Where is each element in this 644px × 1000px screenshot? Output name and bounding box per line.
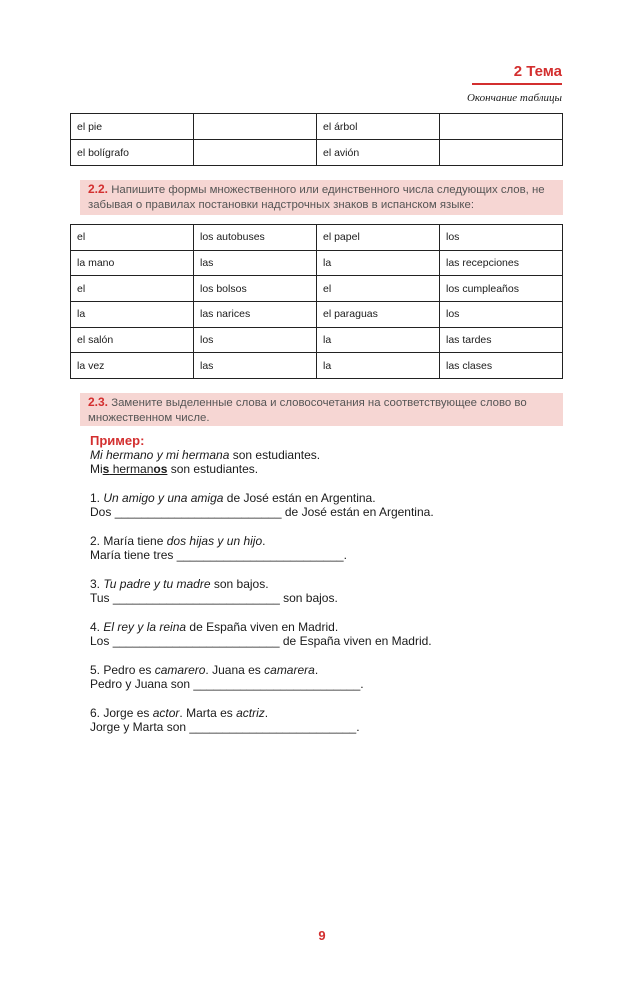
exercise-question-rest: .	[264, 706, 269, 720]
exercise-number: 2.	[90, 534, 101, 548]
answer-suffix: de España viven en Madrid.	[279, 634, 432, 648]
table-cell: las tardes	[440, 327, 563, 353]
table-cell: los bolsos	[194, 276, 317, 302]
example-sentence-rest: son estudiantes.	[229, 448, 321, 462]
exercise-item	[90, 534, 347, 562]
exercise-number: 3.	[90, 577, 101, 591]
table-cell: las narices	[194, 302, 317, 328]
table-cell: el paraguas	[317, 302, 440, 328]
exercise-item	[90, 663, 364, 691]
table-continuation-note: Окончание таблицы	[466, 92, 562, 104]
table-cell	[440, 114, 563, 140]
exercise-item	[90, 577, 338, 605]
exercise-highlight: camarera	[264, 663, 315, 677]
answer-blank[interactable]: _________________________	[112, 591, 280, 605]
task-number: 2.3.	[88, 395, 109, 409]
answer-blank[interactable]: _________________________	[193, 677, 361, 691]
example-answer-ending: s	[102, 462, 110, 476]
exercise-answer-line[interactable]	[90, 677, 364, 691]
table-cell: el pie	[71, 114, 194, 140]
exercise-answer-line[interactable]	[90, 720, 360, 734]
table-cell: el avión	[317, 140, 440, 166]
table-cell: el salón	[71, 327, 194, 353]
table-row	[71, 114, 563, 140]
exercise-question	[90, 706, 360, 720]
task-text: Напишите формы множественного или единственного числа следующих слов, не забывая о правилах постановки надстрочных знаков в испанском языке:	[88, 184, 545, 211]
exercise-answer-line[interactable]	[90, 548, 347, 562]
table-cell: el árbol	[317, 114, 440, 140]
table-cell: los autobuses	[194, 225, 317, 251]
example-answer-ending: os	[153, 462, 168, 476]
example-highlight: Mi hermano y mi hermana	[90, 448, 230, 462]
table-cell: los	[194, 327, 317, 353]
answer-prefix: Dos	[90, 505, 115, 519]
table-cell: la	[317, 353, 440, 379]
answer-blank[interactable]: _________________________	[114, 505, 282, 519]
table-cell: la mano	[71, 250, 194, 276]
exercise-question-rest: de José están en Argentina.	[223, 491, 376, 505]
exercise-question-rest: .	[314, 663, 319, 677]
exercise-number: 5.	[90, 663, 101, 677]
task-number: 2.2.	[88, 182, 109, 196]
page-number: 9	[318, 928, 326, 943]
vocab-table-2	[70, 224, 563, 379]
exercise-answer-line[interactable]	[90, 505, 434, 519]
exercise-question-rest: de España viven en Madrid.	[186, 620, 339, 634]
exercise-question	[90, 534, 347, 548]
header-rule	[472, 83, 562, 85]
exercise-item	[90, 620, 432, 648]
table-cell	[194, 114, 317, 140]
exercise-number: 4.	[90, 620, 101, 634]
exercise-highlight: El rey y la reina	[103, 620, 187, 634]
task-2-3-instruction	[80, 393, 563, 426]
example-sentence	[90, 448, 320, 462]
table-cell: las clases	[440, 353, 563, 379]
exercise-question-pre: María tiene	[103, 534, 167, 548]
exercise-question	[90, 620, 432, 634]
table-cell: los cumpleaños	[440, 276, 563, 302]
exercise-number: 1.	[90, 491, 101, 505]
table-cell: la vez	[71, 353, 194, 379]
exercise-question-rest: son bajos.	[210, 577, 269, 591]
table-cell: la	[317, 250, 440, 276]
answer-suffix: .	[356, 720, 360, 734]
task-2-2-instruction	[80, 180, 563, 215]
exercise-highlight: camarero	[154, 663, 206, 677]
exercise-question	[90, 491, 434, 505]
table-cell: el	[71, 276, 194, 302]
chapter-title: 2 Тема	[513, 63, 562, 80]
task-text: Замените выделенные слова и словосочетания на соответствующее слово во множественном числе.	[88, 397, 527, 424]
table-row	[71, 140, 563, 166]
exercise-question	[90, 577, 338, 591]
table-cell: las	[194, 353, 317, 379]
table-cell: el bolígrafo	[71, 140, 194, 166]
exercise-question-mid: . Juana es	[205, 663, 265, 677]
table-cell: las	[194, 250, 317, 276]
table-row	[71, 327, 563, 353]
table-row	[71, 353, 563, 379]
exercise-answer-line[interactable]	[90, 634, 432, 648]
table-cell: el	[317, 276, 440, 302]
exercise-question-pre: Pedro es	[103, 663, 155, 677]
table-row	[71, 250, 563, 276]
answer-prefix: Los	[90, 634, 113, 648]
exercise-highlight: Tu padre y tu madre	[103, 577, 211, 591]
answer-blank[interactable]: _________________________	[176, 548, 344, 562]
answer-prefix: Tus	[90, 591, 113, 605]
table-cell: la	[317, 327, 440, 353]
table-cell: la	[71, 302, 194, 328]
answer-suffix: son bajos.	[279, 591, 338, 605]
exercise-question-mid: . Marta es	[179, 706, 237, 720]
table-cell: el	[71, 225, 194, 251]
exercise-answer-line[interactable]	[90, 591, 338, 605]
exercise-highlight: actor	[152, 706, 180, 720]
exercise-question	[90, 663, 364, 677]
exercise-highlight: actriz	[236, 706, 265, 720]
answer-blank[interactable]: _________________________	[112, 634, 280, 648]
table-cell	[440, 140, 563, 166]
answer-prefix: Jorge y Marta son	[90, 720, 190, 734]
exercise-question-pre: Jorge es	[103, 706, 153, 720]
exercise-question-rest: .	[262, 534, 266, 548]
table-cell	[194, 140, 317, 166]
answer-blank[interactable]: _________________________	[189, 720, 357, 734]
table-row	[71, 225, 563, 251]
answer-suffix: .	[360, 677, 364, 691]
answer-suffix: .	[343, 548, 347, 562]
example-answer-part: Mi	[90, 462, 103, 476]
answer-prefix: Pedro y Juana son	[90, 677, 194, 691]
table-row	[71, 276, 563, 302]
exercise-highlight: dos hijas y un hijo	[166, 534, 263, 548]
exercise-item	[90, 706, 360, 734]
exercise-highlight: Un amigo y una amiga	[103, 491, 224, 505]
exercise-item	[90, 491, 434, 519]
answer-suffix: de José están en Argentina.	[281, 505, 434, 519]
vocab-table-1	[70, 113, 563, 166]
example-answer	[90, 462, 320, 476]
table-row	[71, 302, 563, 328]
example-answer-part: herman	[109, 462, 154, 476]
example-answer-rest: son estudiantes.	[167, 462, 259, 476]
table-cell: los	[440, 225, 563, 251]
example-block	[90, 434, 320, 476]
table-cell: las recepciones	[440, 250, 563, 276]
exercise-number: 6.	[90, 706, 101, 720]
table-cell: el papel	[317, 225, 440, 251]
answer-prefix: María tiene tres	[90, 548, 177, 562]
table-cell: los	[440, 302, 563, 328]
example-label: Пример:	[90, 433, 145, 448]
